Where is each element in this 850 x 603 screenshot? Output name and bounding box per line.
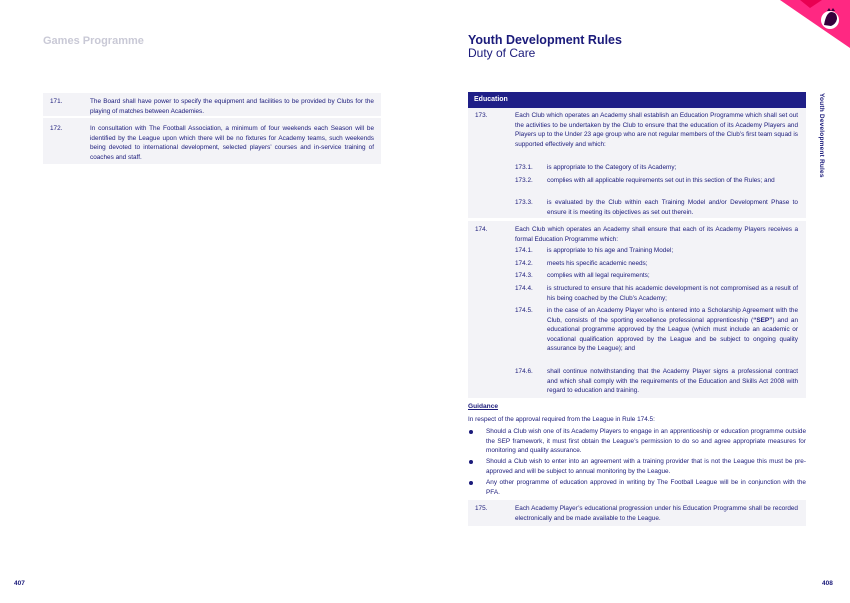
rule-number: 171. (50, 98, 63, 105)
sub-rule-text: complies with all legal requirements; (547, 272, 650, 279)
sub-rule-number: 173.3. (515, 199, 533, 206)
bullet-icon (469, 430, 473, 434)
page-number-left: 407 (14, 580, 25, 587)
section-banner-education: Education (468, 92, 806, 108)
page-number-right: 408 (822, 580, 833, 587)
sub-rule-number: 174.3. (515, 272, 533, 279)
rule-number: 175. (475, 505, 488, 512)
sub-rule-text: is appropriate to the Category of its Academy; (547, 164, 677, 171)
guidance-heading: Guidance (468, 403, 499, 410)
sub-rule-number: 174.2. (515, 260, 533, 267)
sub-rule-text (547, 306, 798, 354)
guidance-bullet: Should a Club wish one of its Academy Players to engage in an apprenticeship or education programme outside the SEP framework, it must first obtain the League’s permission to do so and agree appropriate measures for monitoring and quality assurance. (486, 428, 806, 455)
sub-rule-number: 173.1. (515, 164, 533, 171)
bullet-icon (469, 460, 473, 464)
left-page-header: Games Programme (43, 35, 144, 47)
sub-rule-text: complies with all applicable requirements set out in this section of the Rules; and (547, 177, 775, 184)
page-title: Youth Development Rules (468, 33, 622, 47)
page-subtitle: Duty of Care (468, 46, 536, 60)
divider (43, 116, 381, 118)
guidance-bullet: Any other programme of education approved in writing by The Football League will be in conjunction with the PFA. (486, 479, 806, 496)
sub-rule-text-part: in the case of an Academy Player who is entered into a Scholarship Agreement with the Club, consists of the sporting excellence professional apprenticeship ( (547, 307, 798, 324)
rule-text: Each Club which operates an Academy shall establish an Education Programme which shall set out the activities to be undertaken by the Club to ensure that the education of its Academy Players and Players up to the Under 23 age group who are not regular members of the Club’s first team squad is supported effectively and which: (515, 112, 798, 148)
sub-rule-number: 174.1. (515, 247, 533, 254)
sub-rule-text: is structured to ensure that his academic development is not compromised as a result of his being coached by the Club’s Academy; (547, 285, 798, 302)
bullet-icon (469, 481, 473, 485)
corner-decoration (750, 0, 850, 50)
rule-text: Each Club which operates an Academy shall ensure that each of its Academy Players receives a formal Education Programme which: (515, 226, 798, 243)
sub-rule-number: 174.5. (515, 307, 533, 314)
rule-number: 173. (475, 112, 488, 119)
guidance-bullet: Should a Club wish to enter into an agreement with a training provider that is not the League this must be pre-approved and will be subject to annual monitoring by the League. (486, 458, 806, 475)
rule-number: 174. (475, 226, 488, 233)
guidance-intro: In respect of the approval required from the League in Rule 174.5: (468, 416, 655, 423)
sub-rule-text: meets his specific academic needs; (547, 260, 648, 267)
sub-rule-number: 174.6. (515, 368, 533, 375)
sub-rule-text: is evaluated by the Club within each Training Model and/or Development Phase to ensure it is meeting its objectives as set out therein. (547, 199, 798, 216)
sep-term: “SEP” (753, 316, 773, 324)
rule-text: In consultation with The Football Association, a minimum of four weekends each Season will be identified by the League upon which there will be no fixtures for Academy teams, such weekends being devoted to international development, selected players’ courses and in-service training of coaches and staff. (90, 125, 374, 161)
rule-text: Each Academy Player’s educational progression under his Education Programme shall be recorded electronically and be made available to the League. (515, 505, 798, 522)
side-section-label: Youth Development Rules (818, 93, 825, 178)
sub-rule-number: 174.4. (515, 285, 533, 292)
rule-number: 172. (50, 125, 63, 132)
rule-text: The Board shall have power to specify the equipment and facilities to be provided by Clubs for the playing of matches between Academies. (90, 98, 374, 115)
sub-rule-text-part: ) and an educational programme approved by the League (which must include an academic or vocational qualification approved by the League and be subject to ongoing quality assurance by the League); and (547, 316, 798, 353)
sub-rule-text: shall continue notwithstanding that the Academy Player signs a professional contract and which shall comply with the requirements of the Education and Skills Act 2008 with regard to education and training. (547, 368, 798, 395)
sub-rule-text: is appropriate to his age and Training Model; (547, 247, 674, 254)
sub-rule-number: 173.2. (515, 177, 533, 184)
